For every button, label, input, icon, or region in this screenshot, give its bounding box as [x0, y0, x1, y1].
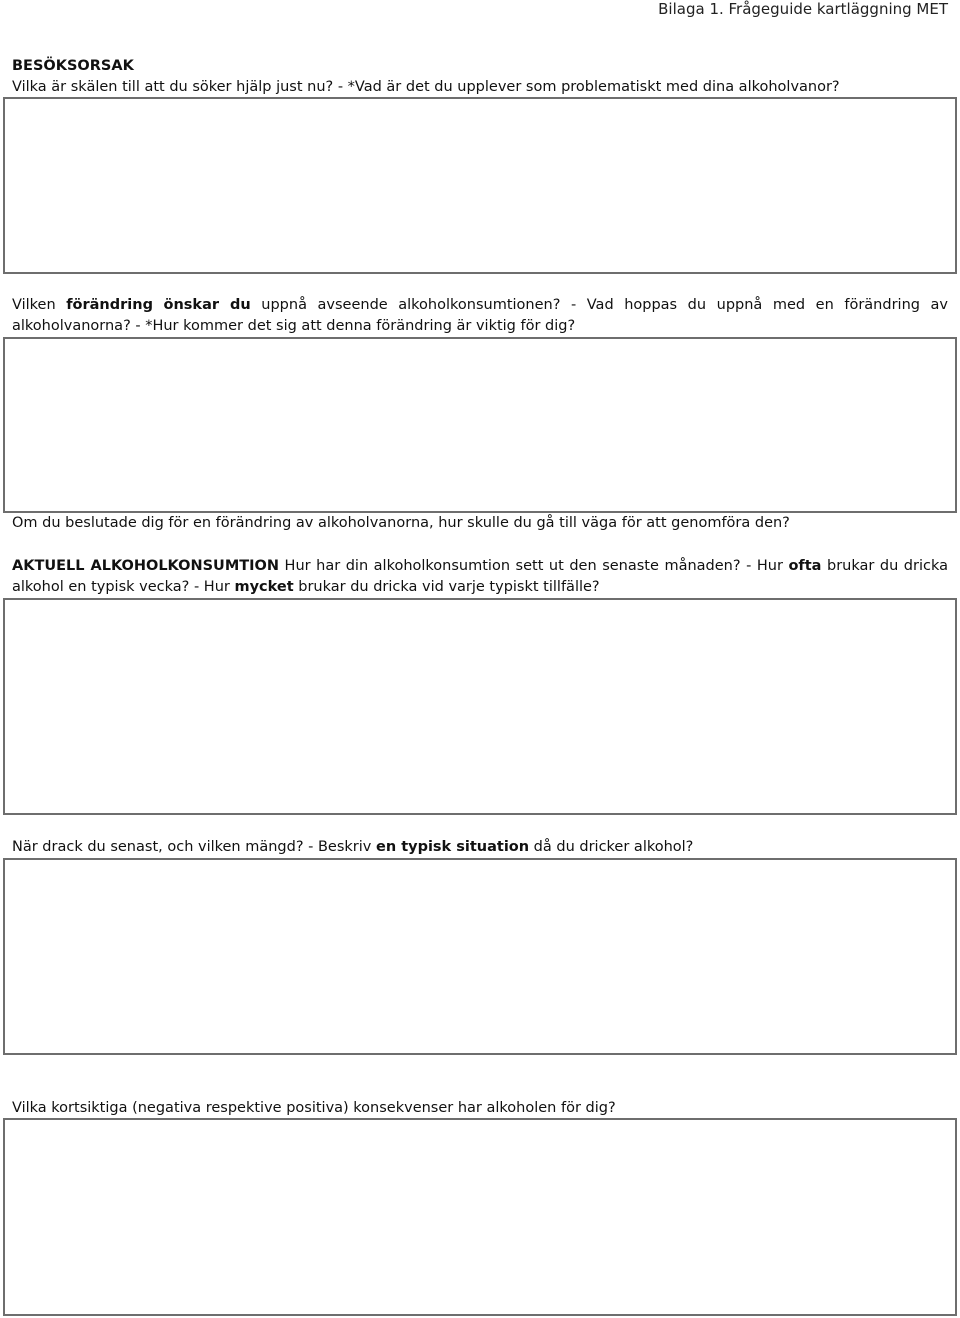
section-heading-current-consumption: AKTUELL ALKOHOLKONSUMTION	[12, 558, 279, 574]
question-text: uppnå avseende alkoholkonsumtionen? - Vad hoppas du uppnå med en förändring av alkoholvanorna? - *Hur kommer det sig att denna förändring är viktig för dig?	[12, 297, 948, 334]
answer-box-short-term-consequences[interactable]	[3, 1118, 957, 1316]
question-current-consumption	[12, 556, 948, 598]
question-text: Vilken	[12, 297, 67, 313]
emphasis-much: mycket	[234, 579, 294, 595]
question-text: då du dricker alkohol?	[529, 839, 694, 855]
question-text: brukar du dricka vid varje typiskt tillfälle?	[293, 579, 600, 595]
answer-box-desired-change[interactable]	[3, 337, 957, 513]
question-how-to-change: Om du beslutade dig för en förändring av alkoholvanorna, hur skulle du gå till väga för att genomföra den?	[12, 515, 790, 531]
question-last-drink	[12, 837, 948, 858]
question-text: brukar du dricka alkohol en typisk vecka? - Hur	[12, 558, 948, 595]
question-reasons-for-seeking-help: Vilka är skälen till att du söker hjälp just nu? - *Vad är det du upplever som problematiskt med dina alkoholvanor?	[12, 79, 840, 95]
question-short-term-consequences: Vilka kortsiktiga (negativa respektive positiva) konsekvenser har alkoholen för dig?	[12, 1100, 616, 1116]
question-text: Hur har din alkoholkonsumtion sett ut den senaste månaden? - Hur	[279, 558, 789, 574]
document-header-note: Bilaga 1. Frågeguide kartläggning MET	[658, 0, 948, 18]
question-text: När drack du senast, och vilken mängd? - Beskriv	[12, 839, 376, 855]
answer-box-last-drink[interactable]	[3, 858, 957, 1055]
emphasis-typical-situation: en typisk situation	[375, 839, 530, 855]
question-desired-change	[12, 295, 948, 337]
answer-box-current-consumption[interactable]	[3, 598, 957, 815]
section-heading-visit-reason: BESÖKSORSAK	[12, 58, 134, 74]
emphasis-often: ofta	[788, 558, 822, 574]
emphasis-wish: önskar du	[163, 297, 251, 313]
emphasis-change: förändring	[66, 297, 153, 313]
answer-box-visit-reason[interactable]	[3, 97, 957, 274]
section-visit-reason	[12, 56, 948, 98]
